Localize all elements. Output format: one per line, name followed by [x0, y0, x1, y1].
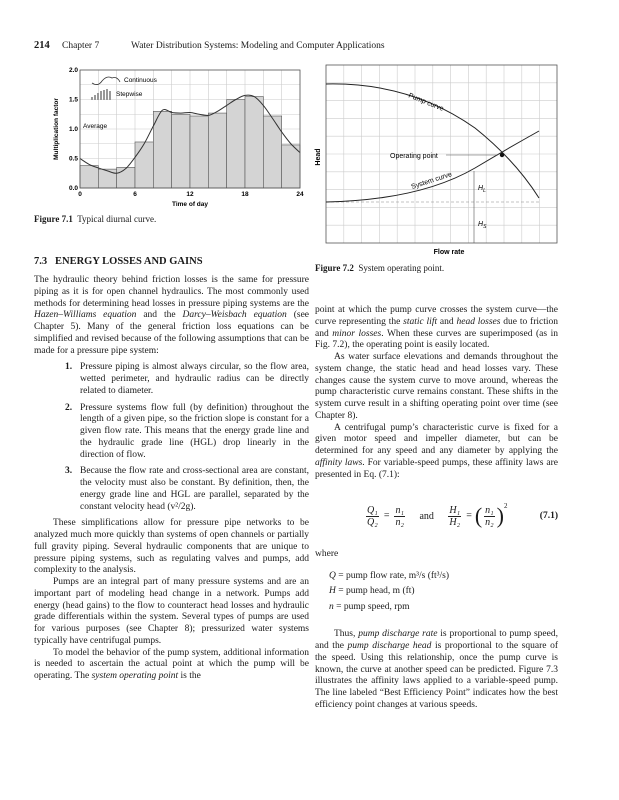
paragraph	[315, 305, 558, 352]
text-run: . When these curves are superimposed (as in Fig. 7.2), the operating point is easily located.	[315, 328, 558, 351]
paragraph	[34, 518, 309, 577]
legend-continuous-swatch	[92, 77, 120, 85]
x-tick-label: 0	[78, 191, 82, 198]
flow-rate-axis-label: Flow rate	[433, 249, 465, 256]
stepwise-bar	[227, 100, 245, 189]
y-tick-label: 0.0	[68, 185, 78, 192]
stepwise-bar	[245, 97, 263, 188]
running-title: Water Distribution Systems: Modeling and Computer Applications	[131, 41, 385, 51]
hl-label: $H_L$	[478, 185, 486, 194]
emphasis-text: head losses	[456, 316, 501, 327]
list-item: 3. Because the flow rate and cross-sectional area are constant, the velocity must also be constant. By definition, then, the energy grade line and HGL are parallel, separated by the constant velocity head (v²/2g).	[65, 466, 309, 512]
text-run: (see Chapter 5). Many of the general friction loss equations can be simplified and revised because of the following assumptions that can be made for a pressure pipe system:	[34, 310, 310, 356]
text-run: Thus,	[334, 629, 359, 640]
y-axis-label: Multiplication factor	[53, 98, 60, 160]
figure-7-1-caption	[34, 214, 156, 224]
diurnal-curve-chart	[0, 60, 310, 210]
caption-text: Typical diurnal curve.	[77, 214, 157, 224]
where-label: where	[315, 549, 339, 560]
system-curve-label: System curve	[410, 171, 453, 191]
stepwise-bar	[98, 169, 116, 188]
list-item: 1. Pressure piping is almost always circular, so the flow area, wetted perimeter, and hydraulic radius can be directly related to diameter.	[65, 362, 309, 396]
emphasis-text: pump discharge rate	[358, 629, 438, 640]
text-run: To model the behavior of the pump system, additional information is needed to ascertain the actual point at which the pump will be operating. The	[34, 647, 309, 681]
x-tick-label: 24	[296, 191, 304, 198]
stepwise-bar	[172, 114, 190, 188]
y-tick-label: 2.0	[68, 67, 78, 74]
section-heading: 7.3 ENERGY LOSSES AND GAINS	[34, 256, 203, 267]
stepwise-bar	[208, 113, 226, 188]
caption-text: System operating point.	[358, 263, 445, 273]
left-column	[34, 256, 309, 683]
page-number: 214	[34, 40, 50, 51]
text-run: Pumps are an integral part of many pressure systems and are an important part of modeling head change in a network. Pumps add energy (head gains) to the flow to counteract head losses and hydraulic grade differentials within the system. Several types of pumps are used for various purposes (see Chapter 8); pressurized water systems typically have centrifugal pumps.	[34, 577, 309, 646]
text-run: is the	[178, 671, 201, 681]
caption-label: Figure 7.2	[315, 263, 354, 273]
figure-7-2-caption	[315, 263, 444, 273]
system-operating-point-diagram	[300, 50, 600, 260]
legend-stepwise: Stepwise	[116, 91, 143, 98]
paragraph	[34, 577, 309, 648]
text-run: due to friction and	[315, 316, 559, 339]
stepwise-bar	[117, 167, 135, 188]
paragraph	[315, 352, 558, 423]
head-axis-label: Head	[315, 148, 322, 166]
text-run: A centrifugal pump’s characteristic curve is fixed for a given motor speed and impeller diameter, but can be determined for any speed and any diameter by applying the	[315, 422, 558, 456]
x-axis-label: Time of day	[171, 201, 209, 208]
text-run: is proportional to the square of the speed. Using this relationship, once the pump curve is known, the curve at another speed can be predicted. Figure 7.3 illustrates the affinity laws applied to a variable-speed pump. The line labeled “Best Efficiency Point” indicates how the best efficiency point changes at various speeds.	[315, 641, 558, 710]
x-tick-label: 12	[186, 191, 194, 198]
emphasis-text: Hazen–Williams equation	[34, 310, 137, 321]
stepwise-bar	[153, 111, 171, 188]
legend-continuous: Continuous	[124, 77, 157, 84]
x-tick-label: 6	[133, 191, 137, 198]
text-run: As water surface elevations and demands throughout the system change, the static head and head losses vary. These changes cause the system curve to move around, whereas the pump characteristic curve remains constant. These shifts in the system curve result in a shifting operating point over time (see Chapter 8).	[315, 352, 558, 421]
right-column	[315, 305, 558, 712]
text-run: . For variable-speed pumps, these affinity laws are presented in Eq. (7.1):	[315, 457, 558, 480]
text-run: and the	[136, 310, 183, 321]
stepwise-bar	[135, 142, 153, 188]
y-tick-label: 1.0	[68, 126, 78, 133]
y-tick-label: 0.5	[68, 155, 78, 163]
y-tick-label: 1.5	[68, 96, 78, 104]
legend-stepwise-swatch	[91, 89, 111, 100]
hs-label: $H_S$	[478, 221, 487, 230]
equation-number: (7.1)	[539, 511, 558, 522]
definition: H = pump head, m (ft)	[329, 586, 415, 597]
operating-point-marker	[500, 153, 504, 157]
emphasis-text: Darcy–Weisbach equation	[182, 310, 287, 321]
definition: Q = pump flow rate, m³/s (ft³/s)	[329, 571, 450, 581]
stepwise-bar	[80, 166, 98, 188]
emphasis-text: affinity laws	[315, 457, 363, 468]
emphasis-text: pump discharge head	[347, 641, 432, 651]
emphasis-text: static lift	[403, 316, 438, 327]
paragraph	[315, 629, 558, 711]
emphasis-text: system operating point	[91, 671, 179, 681]
chapter-label: Chapter 7	[62, 41, 100, 51]
caption-label: Figure 7.1	[34, 214, 73, 224]
definition: n = pump speed, rpm	[329, 601, 410, 612]
stepwise-bar	[190, 116, 208, 188]
text-run: is proportional to pump speed, and the	[315, 629, 558, 651]
emphasis-text: minor losses	[332, 328, 382, 339]
paragraph	[34, 275, 309, 357]
average-label: Average	[83, 123, 108, 130]
affinity-equation: $\frac{\text{Q₁}}{\text{Q₂}}$ = $\frac{\text{n₁}}{\text{n₂}}$ and $\frac{\text{H₁}}{\text{H₂}}$ = ( $\frac{\text{n₁}}{\text{n₂}}$ )$^2$	[367, 502, 508, 529]
stepwise-bar	[263, 116, 281, 188]
text-run: These simplifications allow for pressure pipe networks to be analyzed much more quickly than systems of open channels or partially full gravity piping. Several hydraulic components that are unique to pressure piping systems, such as regulating valves and pumps, add complexity to the analysis.	[34, 518, 309, 576]
equation-row	[315, 503, 558, 539]
text-run: The hydraulic theory behind friction losses is the same for pressure piping as it is for open channel hydraulics. The most commonly used methods for determining head losses in pressure piping systems are the	[34, 275, 309, 309]
operating-point-label: Operating point	[390, 153, 438, 160]
pump-curve-label: Pump curve	[407, 92, 445, 113]
list-item: 2. Pressure systems flow full (by definition) throughout the length of a given pipe, so the friction slope is constant for a given flow rate. This means that the energy grade line and the hydraulic grade line (HGL) drop linearly in the direction of flow.	[65, 402, 309, 460]
paragraph	[315, 423, 558, 482]
x-tick-label: 18	[241, 191, 249, 198]
text-run: point at which the pump curve crosses the system curve—the curve representing the	[315, 305, 558, 327]
stepwise-bar	[282, 145, 300, 188]
text-run: and	[437, 316, 457, 327]
paragraph	[34, 648, 309, 683]
